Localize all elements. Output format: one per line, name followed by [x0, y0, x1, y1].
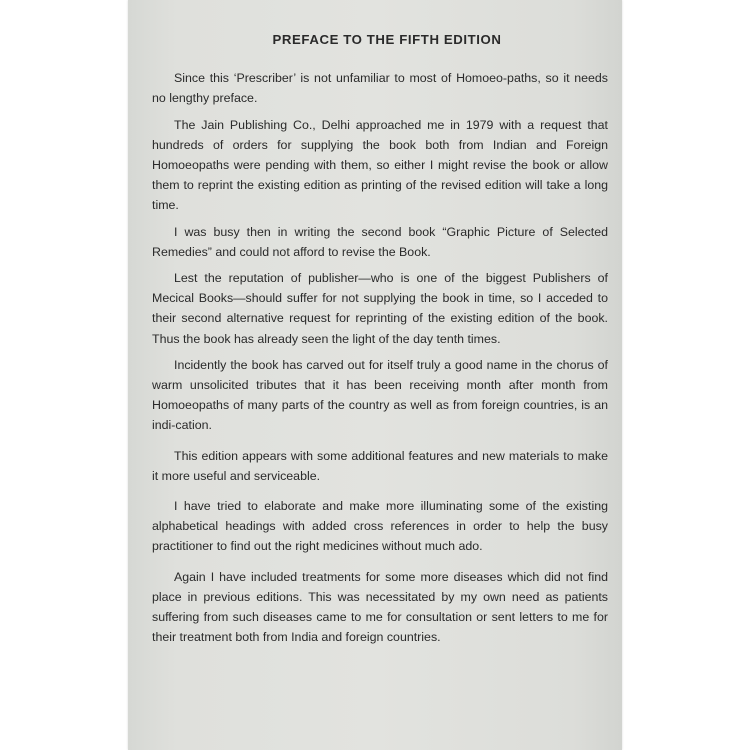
- paragraph-8: Again I have included treatments for some more diseases which did not find place in previous editions. This was necessitated by my own need as patients suffering from such diseases came to me for consultation or sent letters to me for their treatment both from India and foreign countries.: [152, 569, 608, 645]
- paragraph-3: I was busy then in writing the second book “Graphic Picture of Selected Remedies” and could not afford to revise the Book.: [152, 224, 608, 259]
- paragraph-1: Since this ‘Prescriber’ is not unfamiliar to most of Homoeo-paths, so it needs no lengthy preface.: [152, 71, 608, 106]
- preface-text: [152, 30, 608, 653]
- paragraph-4: Lest the reputation of publisher—who is one of the biggest Publishers of Mecical Books—should suffer for not supplying the book in time, so I acceded to their second alternative request for reprinting of the existing edition of the book. Thus the book has already seen the light of the day tenth times.: [152, 271, 608, 346]
- paragraph-5: Incidently the book has carved out for itself truly a good name in the chorus of warm unsolicited tributes that it has been receiving month after month from Homoeopaths of many parts of the country as well as from foreign countries, is an indi-cation.: [152, 357, 608, 433]
- paragraph-7: I have tried to elaborate and make more illuminating some of the existing alphabetical headings with added cross references in order to help the busy practitioner to find out the right medicines without much ado.: [152, 499, 608, 554]
- page-title: PREFACE TO THE FIFTH EDITION: [272, 32, 502, 47]
- paragraph-2: The Jain Publishing Co., Delhi approached me in 1979 with a request that hundreds of orders for supplying the book both from Indian and Foreign Homoeopaths were pending with them, so either I might revise the book or allow them to reprint the existing edition as printing of the revised edition will take a long time.: [152, 117, 608, 213]
- book-page: [128, 0, 622, 750]
- paragraph-6: This edition appears with some additional features and new materials to make it more useful and serviceable.: [152, 448, 608, 483]
